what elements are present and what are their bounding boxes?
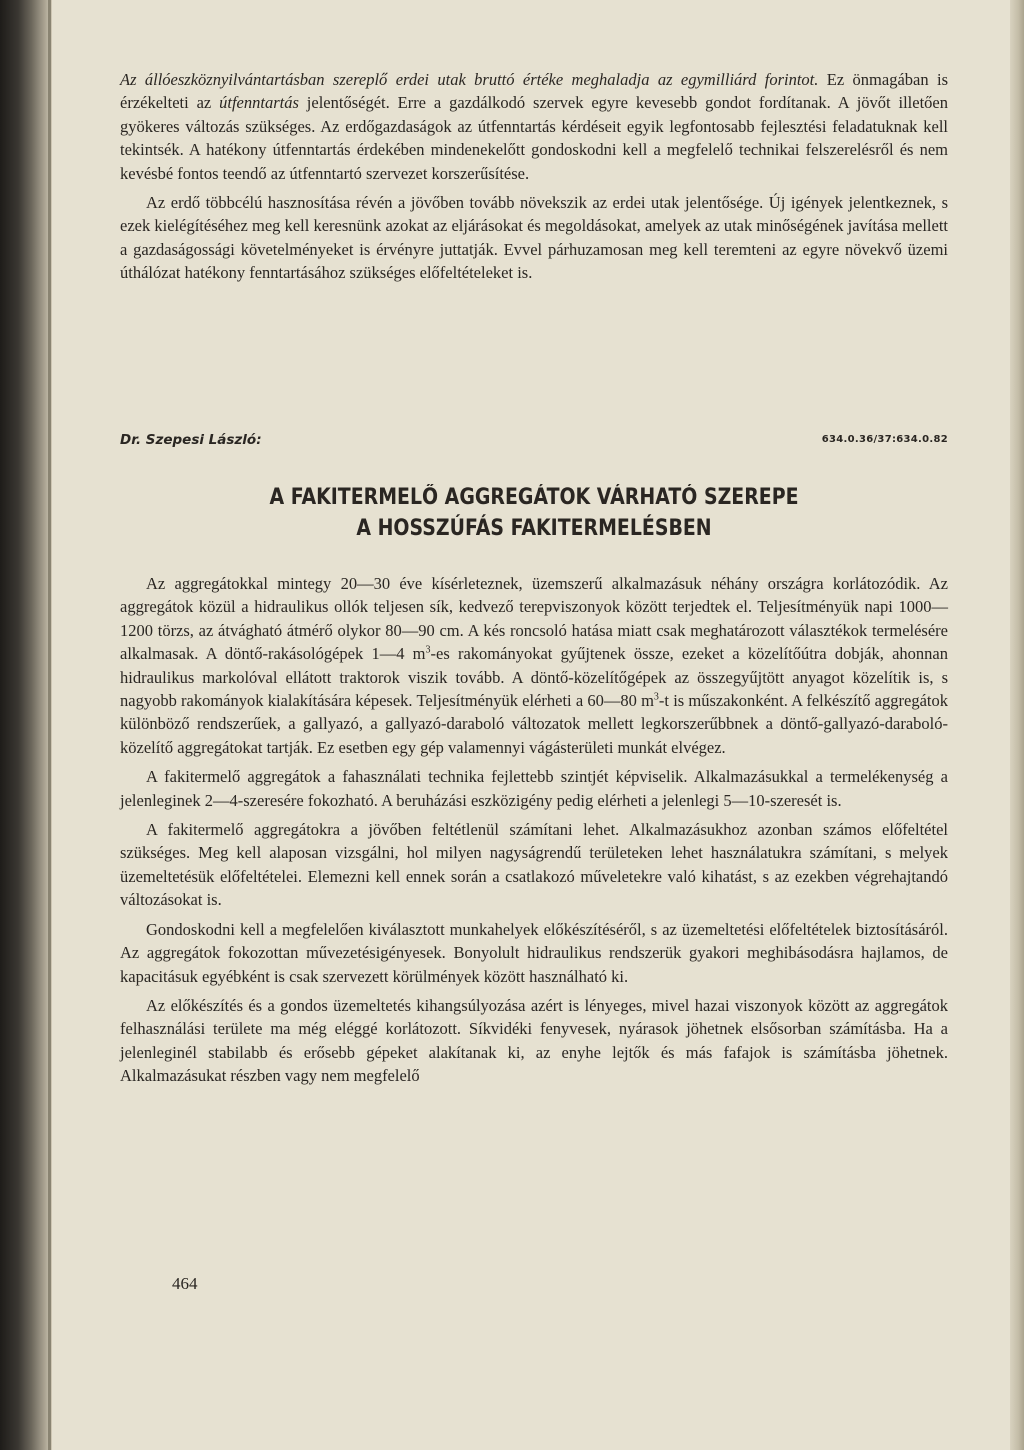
intro-paragraph-1: Az állóeszköznyilvántartásban szereplő erdei utak bruttó értéke meghaladja az egymilliárd forintot. Ez önmagában is érzékelteti az útfenntartás jelentőségét. Erre a gazdálkodó szervek egyre kevesebb gondot fordítanak. A jövőt illetően gyökeres változás szükséges. Az erdőgazdaságok az útfenntartás kérdéseit egyik legfontosabb fejlesztési feladatuknak kell tekintsék. A hatékony útfenntartás érdekében mindenekelőtt gondoskodni kell a megfelelő technikai felszerelésről és nem kevésbé fontos teendő az útfenntartó szervezet korszerűsítése. [120, 70, 949, 183]
article-paragraph-2: A fakitermelő aggregátok a fahasználati technika fejlettebb szintjét képviselik. Alkalmazásukkal a termelékenység a jelenleginek 2—4-szeresére fokozható. A beruházási eszközigény pedig elérheti a jelenlegi 5—10-szeresét is. [120, 767, 948, 810]
page-edge [1010, 0, 1024, 1450]
author-name: Dr. Szepesi László: [120, 432, 262, 448]
author-byline [120, 432, 948, 448]
article-paragraph-3: A fakitermelő aggregátokra a jövőben feltétlenül számítani lehet. Alkalmazásukhoz azonban számos előfeltétel szükséges. Meg kell alaposan vizsgálni, hol milyen nagyságrendű területeken lehet használatukra számítani, s melyek üzemeltetésük előfeltételei. Elemezni kell ennek során a csatlakozó műveletekre való kihatást, s az ezekben végrehajtandó változásokat is. [120, 820, 948, 910]
intro-paragraph-2: Az erdő többcélú hasznosítása révén a jövőben tovább növekszik az erdei utak jelentősége. Új igények jelentkeznek, s ezek kielégítéséhez meg kell keresnünk azokat az eljárásokat és megoldásokat, amelyek az utak minőségének javítása mellett a gazdaságossági követelményeket is érvényre juttatják. Evvel párhuzamosan meg kell teremteni az egyre növekvő üzemi úthálózat hatékony fenntartásához szükséges előfeltételeket is. [120, 193, 948, 283]
article-body [120, 572, 948, 1088]
title-line-1: A FAKITERMELŐ AGGREGÁTOK VÁRHATÓ SZEREPE [269, 485, 799, 510]
intro-lead-italic: Az állóeszköznyilvántartásban szereplő erdei utak bruttó értéke meghaladja az egymilliárd forintot. [120, 70, 819, 89]
udc-code: 634.0.36/37:634.0.82 [821, 434, 948, 445]
title-line-2: A HOSSZÚFÁS FAKITERMELÉSBEN [356, 516, 712, 541]
article-title [178, 482, 890, 544]
page-number: 464 [172, 1274, 198, 1293]
article-paragraph-5: Az előkészítés és a gondos üzemeltetés kihangsúlyozása azért is lényeges, mivel hazai viszonyok között az aggregátok felhasználási területe ma még eléggé korlátozott. Síkvidéki fenyvesek, nyárasok jöhetnek elsősorban számításba. Ha a jelenleginél stabilabb és erősebb gépeket alakítanak ki, az enyhe lejtők és más fafajok is számításba jöhetnek. Alkalmazásukat részben vagy nem megfelelő [120, 995, 948, 1086]
intro-text [120, 68, 948, 285]
article-paragraph-4: Gondoskodni kell a megfelelően kiválasztott munkahelyek előkészítéséről, s az üzemeltetési előfeltételek biztosításáról. Az aggregátok fokozottan művezetésigényesek. Bonyolult hidraulikus rendszerük gyakori meghibásodásra hajlamos, de kapacitásuk egyébként is csak szervezett körülmények között használható ki. [120, 919, 948, 986]
article-paragraph-1: Az aggregátokkal mintegy 20—30 éve kísérleteznek, üzemszerű alkalmazásuk néhány országra korlátozódik. Az aggregátok közül a hidraulikus ollók teljesen sík, kedvező terepviszonyok között terjedtek el. Teljesítményük napi 1000—1200 törzs, az átvágható átmérő olykor 80—90 cm. A kés roncsoló hatása miatt csak meghatározott választékok termelésére alkalmasak. A döntő-rakásológépek 1—4 $m^3-es$ rakományokat gyűjtenek össze, ezeket a közelítőútra dobják, ahonnan hidraulikus markolóval ellátott traktorok viszik tovább. A döntő-közelítőgépek az összegyűjtött anyagot közelítik is, s nagyobb rakományok kialakítására képesek. Teljesítményük elérheti a 60—80 $m^3-t$ is műszakonként. A felkészítő aggregátok különböző rendszerűek, a gallyazó, a gallyazó-daraboló változatok mellett legkorszerűbbnek a döntő-gallyazó-daraboló-közelítő aggregátokat tartják. Ez esetben egy gép valamennyi vágásterületi munkát elvégez. [120, 574, 948, 757]
book-binding-shadow [0, 0, 52, 1450]
